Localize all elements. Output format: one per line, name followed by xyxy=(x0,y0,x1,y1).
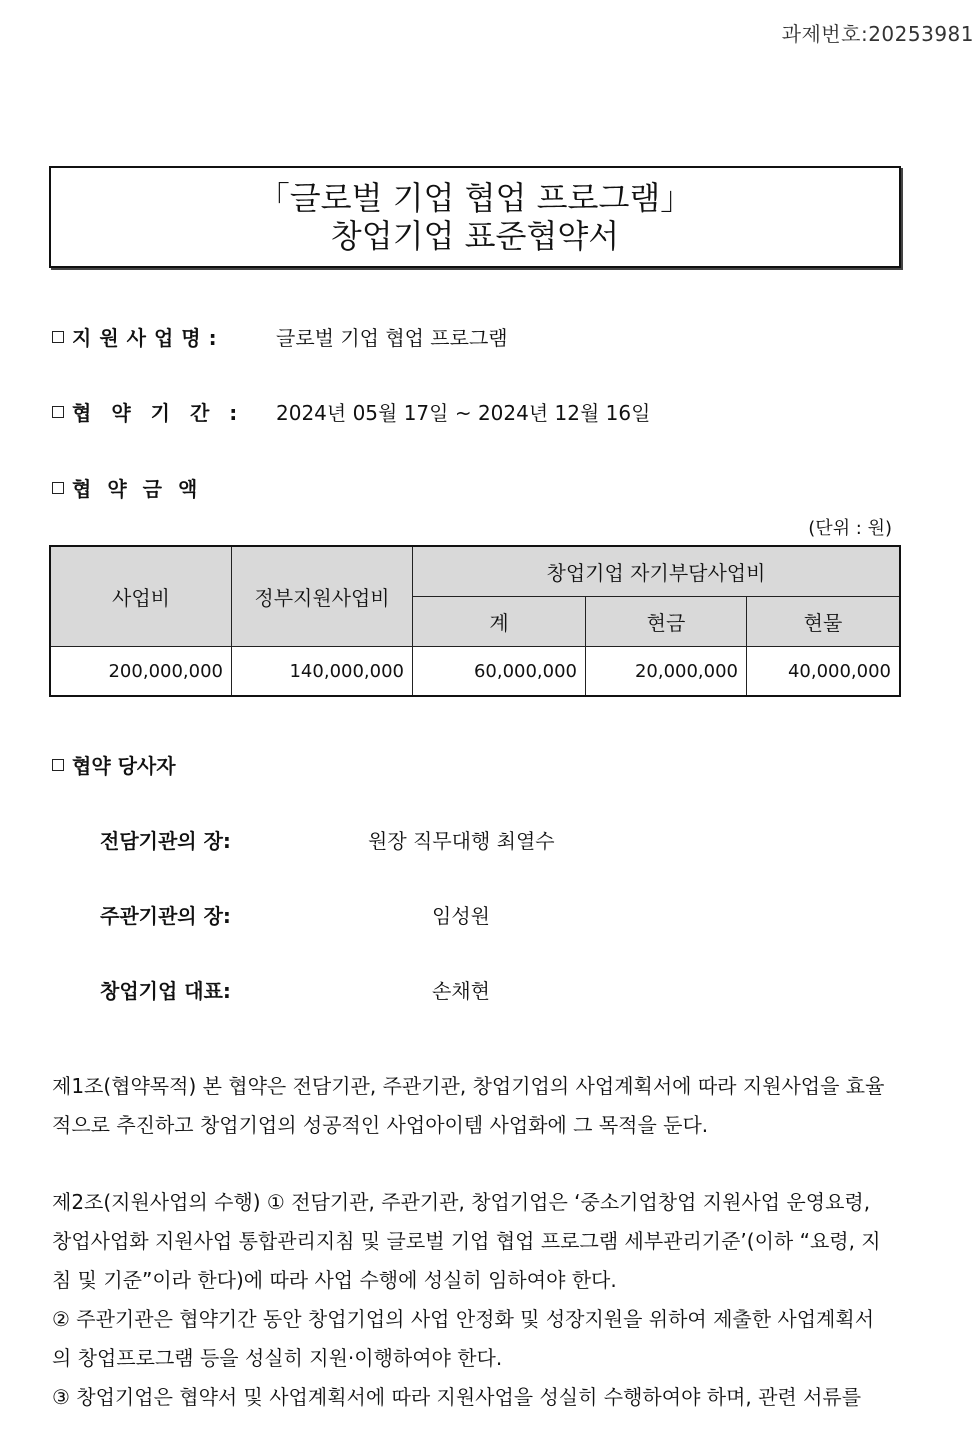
article-2 xyxy=(52,1183,912,1417)
title-line-2: 창업기업 표준협약서 xyxy=(330,217,620,255)
header-gov-support: 정부지원사업비 xyxy=(232,546,413,647)
cell-cash: 20,000,000 xyxy=(586,647,747,697)
program-name-label: 지원사업명: xyxy=(72,326,225,350)
period-row xyxy=(52,397,651,426)
article-1-line: 제1조(협약목적) 본 협약은 전담기관, 주관기관, 창업기업의 사업계획서에 따라 지원사업을 효율 xyxy=(52,1074,885,1098)
table-row xyxy=(50,647,900,697)
header-in-kind: 현물 xyxy=(747,597,901,647)
period-label: 협약기간: xyxy=(72,401,258,425)
agency-head-value: 원장 직무대행 최열수 xyxy=(368,829,555,853)
parties-label: 협약 당사자 xyxy=(72,754,176,778)
article-2-line: 의 창업프로그램 등을 성실히 지원·이행하여야 한다. xyxy=(52,1346,503,1370)
checkbox-icon xyxy=(52,406,64,418)
header-self-burden: 창업기업 자기부담사업비 xyxy=(413,546,901,597)
amount-row xyxy=(52,473,213,502)
article-2-line: ② 주관기관은 협약기간 동안 창업기업의 사업 안정화 및 성장지원을 위하여 제출한 사업계획서 xyxy=(52,1307,875,1331)
startup-rep-value: 손채현 xyxy=(432,979,490,1003)
header-total: 계 xyxy=(413,597,586,647)
cell-in-kind: 40,000,000 xyxy=(747,647,901,697)
cell-total: 60,000,000 xyxy=(413,647,586,697)
agency-head-label: 전담기관의 장: xyxy=(100,829,231,853)
program-name-value: 글로벌 기업 협업 프로그램 xyxy=(276,326,508,350)
task-number: 과제번호:20253981 xyxy=(781,22,974,46)
document-title-box xyxy=(49,166,901,268)
unit-note: (단위 : 원) xyxy=(808,518,892,539)
cell-project-cost: 200,000,000 xyxy=(50,647,232,697)
article-2-line: 침 및 기준”이라 한다)에 따라 사업 수행에 성실히 임하여야 한다. xyxy=(52,1268,617,1292)
title-line-1: 「글로벌 기업 협업 프로그램」 xyxy=(257,179,693,217)
host-head-label: 주관기관의 장: xyxy=(100,904,231,928)
article-2-line: 제2조(지원사업의 수행) ① 전담기관, 주관기관, 창업기업은 ‘중소기업창업 지원사업 운영요령, xyxy=(52,1190,871,1214)
article-1 xyxy=(52,1067,912,1145)
host-head-value: 임성원 xyxy=(432,904,490,928)
article-2-line: ③ 창업기업은 협약서 및 사업계획서에 따라 지원사업을 성실히 수행하여야 하며, 관련 서류를 xyxy=(52,1385,862,1409)
article-1-line: 적으로 추진하고 창업기업의 성공적인 사업아이템 사업화에 그 목적을 둔다. xyxy=(52,1113,709,1137)
parties-row xyxy=(52,750,176,779)
checkbox-icon xyxy=(52,482,64,494)
period-value: 2024년 05월 17일 ~ 2024년 12월 16일 xyxy=(276,401,651,425)
checkbox-icon xyxy=(52,759,64,771)
amount-table xyxy=(49,545,901,697)
header-project-cost: 사업비 xyxy=(50,546,232,647)
program-name-row xyxy=(52,322,508,351)
cell-gov-support: 140,000,000 xyxy=(232,647,413,697)
checkbox-icon xyxy=(52,331,64,343)
article-2-line: 창업사업화 지원사업 통합관리지침 및 글로벌 기업 협업 프로그램 세부관리기준’(이하 “요령, 지 xyxy=(52,1229,881,1253)
amount-label: 협약금액 xyxy=(72,477,214,501)
startup-rep-label: 창업기업 대표: xyxy=(100,979,231,1003)
header-cash: 현금 xyxy=(586,597,747,647)
